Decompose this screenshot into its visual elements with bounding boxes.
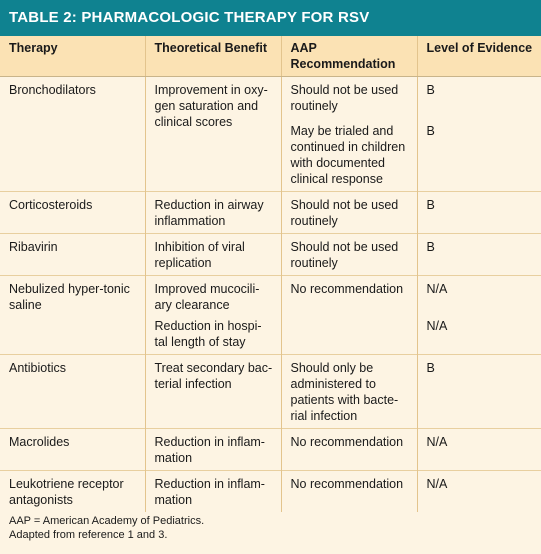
table-row xyxy=(0,234,541,276)
recommendation-text: No recommendation xyxy=(290,477,404,491)
table-row xyxy=(0,471,541,513)
benefit-cell xyxy=(145,471,281,513)
header-row xyxy=(0,36,541,77)
table-row xyxy=(0,429,541,471)
recommendation-text: Should only be administered to patients with bacte-rial infection xyxy=(290,361,399,423)
evidence-level: B xyxy=(426,361,435,375)
therapy-name: Nebulized hyper-tonic saline xyxy=(9,282,130,312)
recommendation-cell xyxy=(281,429,417,471)
recommendation-cell xyxy=(281,355,417,429)
recommendation-text: Should not be used routinely xyxy=(290,240,399,270)
table-footnote xyxy=(9,514,204,542)
evidence-level: N/A xyxy=(426,477,448,491)
header-aap-recommendation: AAP Recommendation xyxy=(281,36,417,77)
table-row xyxy=(0,355,541,429)
evidence-level: B xyxy=(426,198,435,212)
recommendation-cell xyxy=(281,77,417,192)
benefit-text: Inhibition of viral replication xyxy=(154,240,245,270)
therapy-cell xyxy=(0,276,145,355)
recommendation-cell xyxy=(281,234,417,276)
recommendation-cell xyxy=(281,276,417,355)
recommendation-cell xyxy=(281,192,417,234)
recommendation-text: No recommendation xyxy=(290,282,404,296)
table-row xyxy=(0,77,541,192)
therapy-name: Corticosteroids xyxy=(9,198,93,212)
benefit-text: Reduction in hospi-tal length of stay xyxy=(154,319,262,349)
footnote-source: Adapted from reference 1 and 3. xyxy=(9,529,168,541)
evidence-level: B xyxy=(426,124,435,138)
therapy-cell xyxy=(0,234,145,276)
benefit-text: Treat secondary bac-terial infection xyxy=(154,361,273,391)
table-row xyxy=(0,276,541,355)
evidence-cell xyxy=(417,192,541,234)
therapy-name: Leukotriene receptor antagonists xyxy=(9,477,124,507)
evidence-level: B xyxy=(426,83,435,97)
therapy-cell xyxy=(0,471,145,513)
evidence-level: N/A xyxy=(426,435,448,449)
benefit-cell xyxy=(145,276,281,355)
table-title: TABLE 2: PHARMACOLOGIC THERAPY FOR RSV xyxy=(0,0,541,36)
recommendation-text: Should not be used routinely xyxy=(290,198,399,228)
therapy-name: Macrolides xyxy=(9,435,70,449)
therapy-cell xyxy=(0,192,145,234)
therapy-cell xyxy=(0,355,145,429)
therapy-name: Ribavirin xyxy=(9,240,58,254)
recommendation-text: No recommendation xyxy=(290,435,404,449)
recommendation-text: Should not be used routinely xyxy=(290,83,399,113)
therapy-cell xyxy=(0,429,145,471)
recommendation-text: May be trialed and continued in children with documented clinical response xyxy=(290,124,406,186)
evidence-cell xyxy=(417,276,541,355)
evidence-level: N/A xyxy=(426,282,448,296)
benefit-text: Reduction in airway inflammation xyxy=(154,198,264,228)
benefit-cell xyxy=(145,355,281,429)
table-row xyxy=(0,192,541,234)
footnote-abbreviation: AAP = American Academy of Pediatrics. xyxy=(9,515,205,527)
benefit-text: Improved mucocili-ary clearance xyxy=(154,282,260,312)
recommendation-cell xyxy=(281,471,417,513)
benefit-cell xyxy=(145,192,281,234)
evidence-cell xyxy=(417,77,541,192)
benefit-text: Reduction in inflam-mation xyxy=(154,435,265,465)
benefit-text: Reduction in inflam-mation xyxy=(154,477,265,507)
header-level-of-evidence: Level of Evidence xyxy=(417,36,541,77)
evidence-level: B xyxy=(426,240,435,254)
benefit-cell xyxy=(145,234,281,276)
evidence-cell xyxy=(417,471,541,513)
evidence-cell xyxy=(417,355,541,429)
therapy-name: Antibiotics xyxy=(9,361,66,375)
benefit-cell xyxy=(145,429,281,471)
benefit-cell xyxy=(145,77,281,192)
header-benefit: Theoretical Benefit xyxy=(145,36,281,77)
evidence-level: N/A xyxy=(426,319,448,333)
therapy-table xyxy=(0,36,541,512)
benefit-text: Improvement in oxy-gen saturation and clinical scores xyxy=(154,83,268,129)
header-therapy: Therapy xyxy=(0,36,145,77)
therapy-cell xyxy=(0,77,145,192)
evidence-cell xyxy=(417,429,541,471)
evidence-cell xyxy=(417,234,541,276)
therapy-name: Bronchodilators xyxy=(9,83,96,97)
